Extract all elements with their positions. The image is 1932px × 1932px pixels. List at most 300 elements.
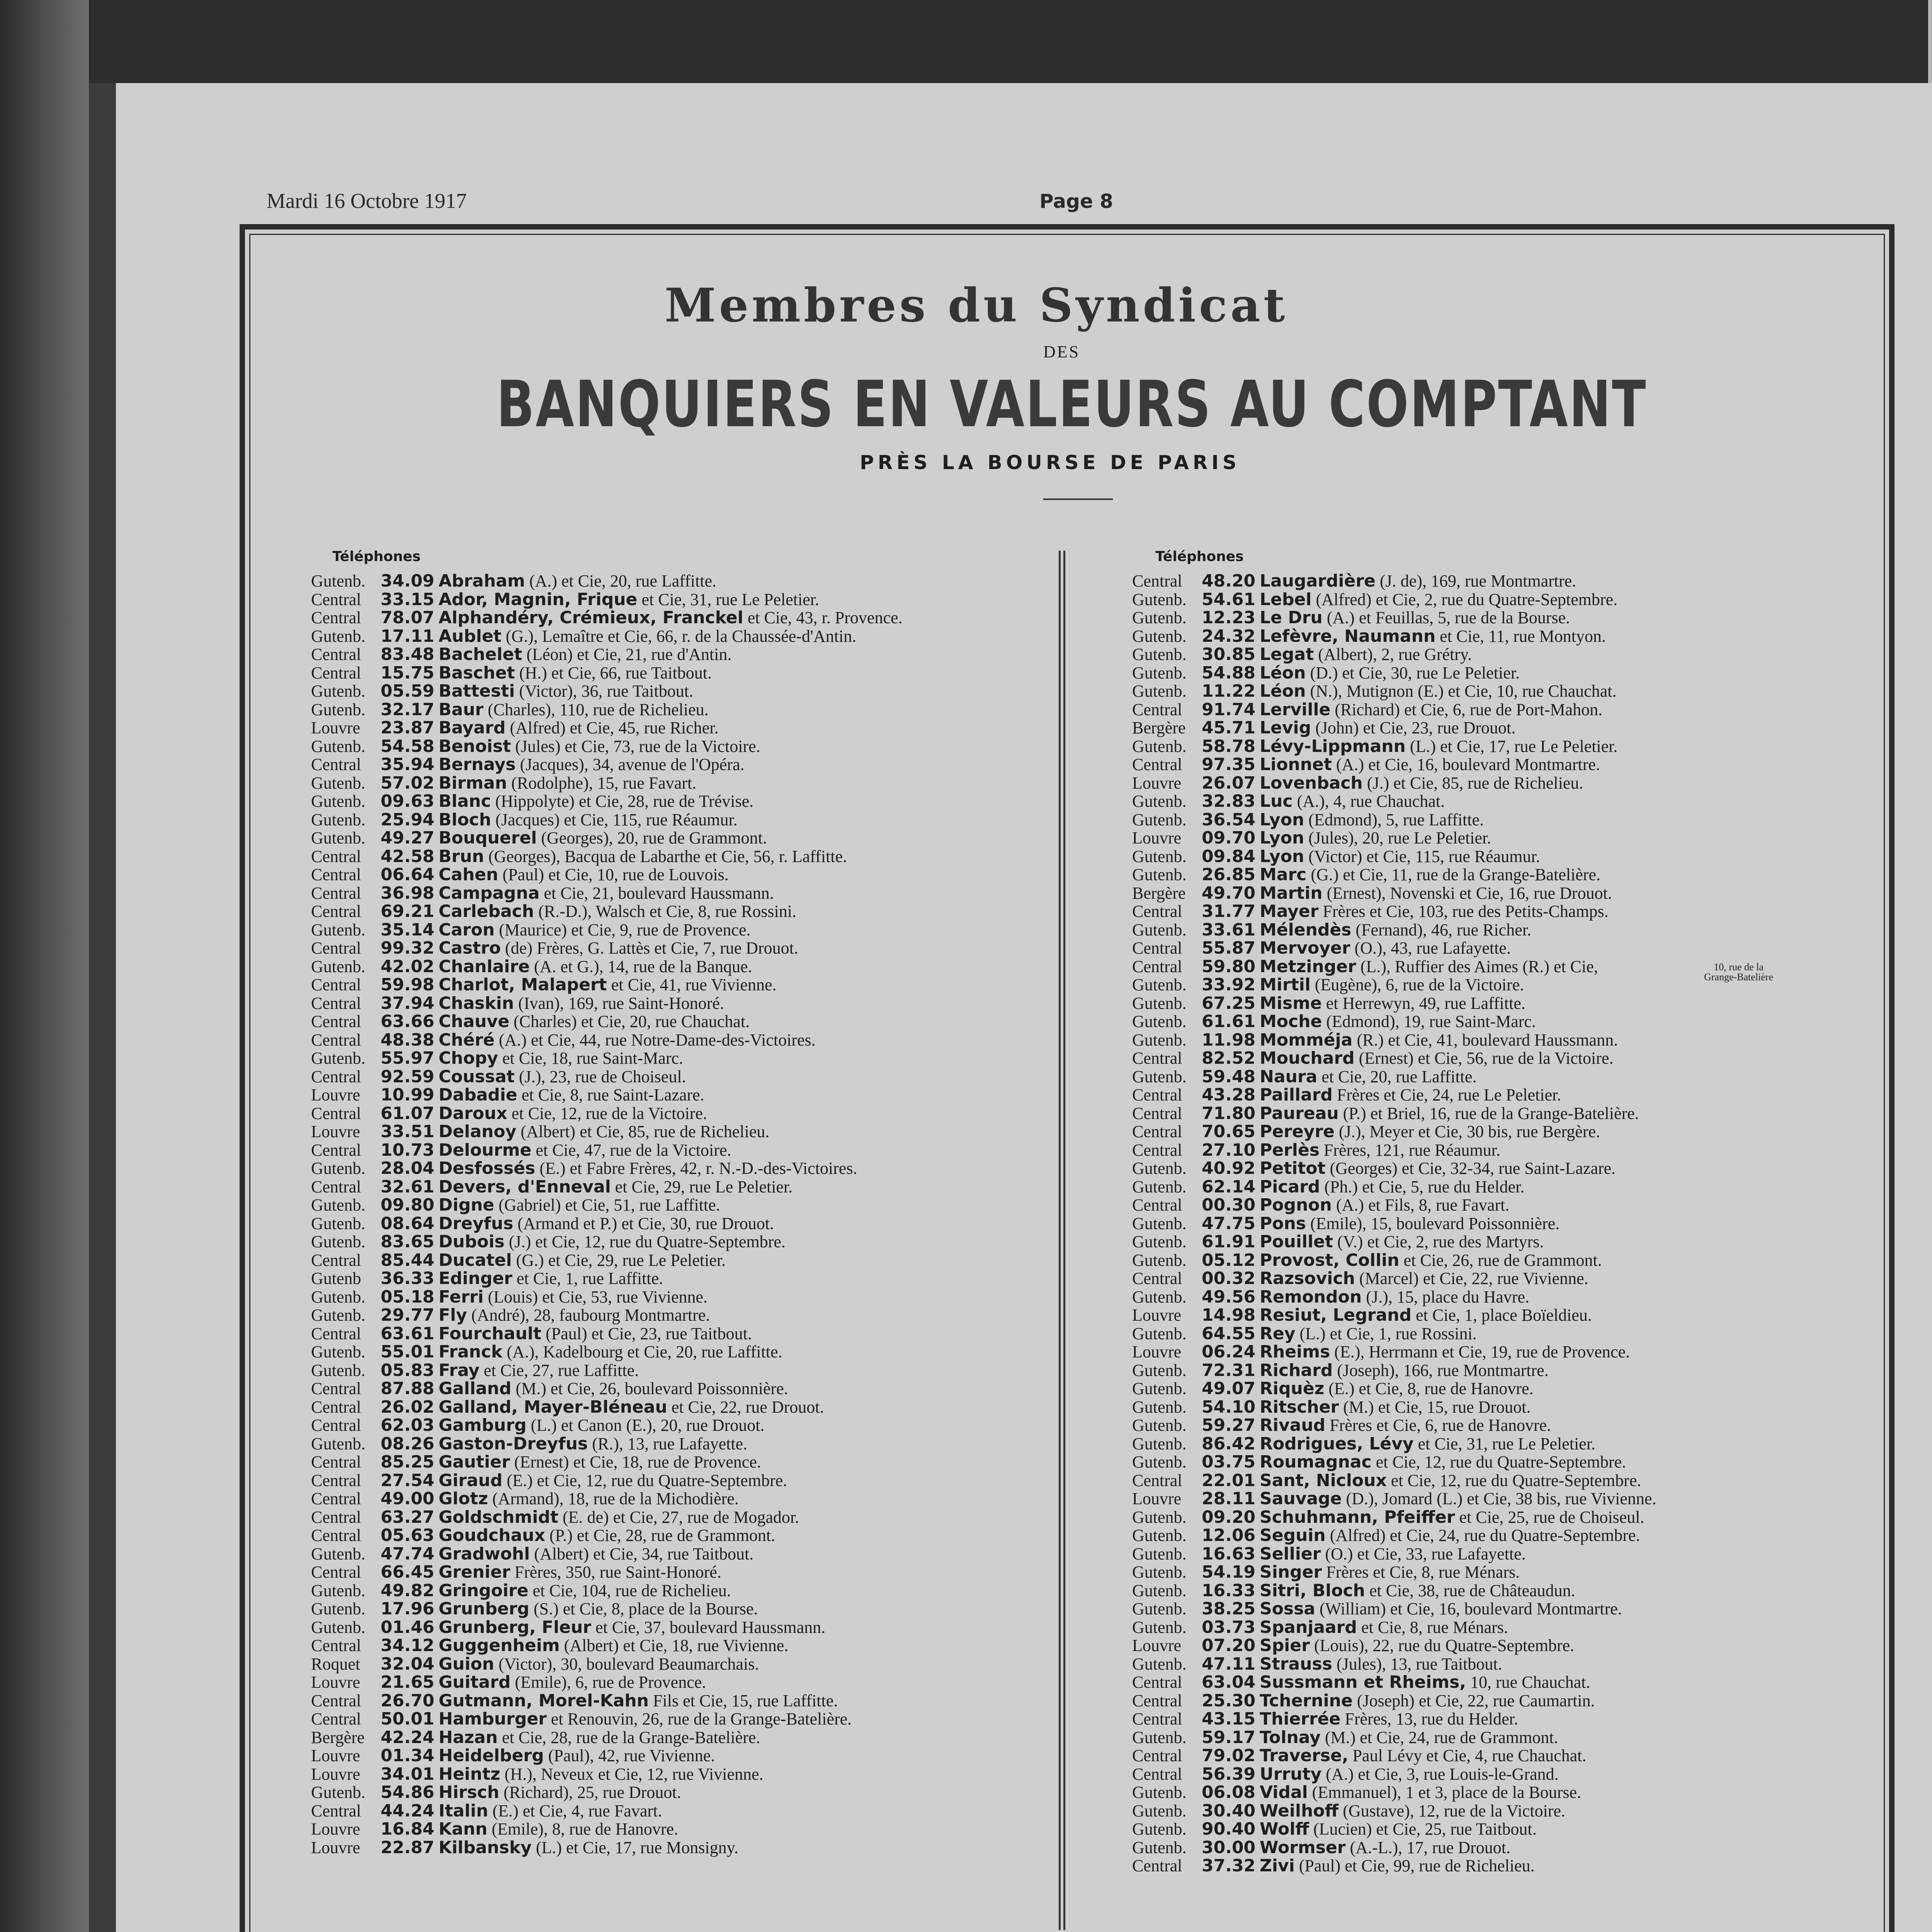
member-address: (Albert), 2, rue Grétry. [1314,645,1472,664]
exchange-name: Gutenb. [311,957,366,976]
member-row [1132,701,1602,719]
exchange-name: Gutenb. [311,1581,366,1600]
exchange-name: Central [311,883,361,903]
exchange-name: Central [311,755,361,774]
member-row [311,884,774,903]
phone-number: 47.75 [1202,1213,1256,1233]
phone-number: 50.01 [381,1709,435,1729]
member-name: Guggenheim [439,1636,560,1655]
member-row [1132,1526,1640,1545]
exchange-name: Central [311,1526,361,1545]
phone-number: 33.61 [1202,920,1256,940]
phone-number: 92.59 [381,1066,435,1087]
member-row [1132,1471,1641,1490]
member-row [311,1141,731,1160]
member-name: Mirtil [1260,975,1311,995]
exchange-name: Gutenb. [1132,993,1187,1013]
member-row [1132,1159,1616,1178]
member-name: Levig [1260,718,1311,738]
phone-number: 00.32 [1202,1269,1256,1288]
member-name: Momméja [1260,1030,1353,1050]
member-name: Gutmann, Morel-Kahn [439,1690,649,1711]
exchange-name: Gutenb. [311,920,366,939]
phone-number: 09.80 [381,1195,435,1215]
phone-number: 09.20 [1202,1507,1256,1527]
member-address: (William) et Cie, 16, boulevard Montmartre. [1315,1599,1622,1618]
member-name: Goldschmidt [439,1507,558,1527]
exchange-name: Central [311,902,361,921]
member-row [1132,939,1511,957]
member-address: (O.), 43, rue Lafayette. [1350,939,1511,957]
phone-number: 49.27 [381,828,435,848]
member-row [311,847,847,866]
member-address: (Armand), 18, rue de la Michodière. [488,1489,739,1508]
exchange-name: Gutenb. [1132,1324,1187,1343]
phone-number: 17.11 [381,626,435,646]
member-address: (Paul), 42, rue Vivienne. [544,1746,715,1765]
member-name: Hazan [439,1727,498,1747]
phone-number: 67.25 [1202,993,1256,1013]
member-address: et Cie, 43, r. Provence. [743,608,903,627]
member-name: Zivi [1260,1856,1295,1876]
member-row [1132,1508,1644,1527]
phone-number: 42.58 [381,846,435,866]
phone-number: 55.01 [381,1342,435,1362]
member-name: Léon [1260,663,1306,683]
member-row [311,1288,707,1306]
member-row [1132,664,1520,682]
member-address: (L.) et Cie, 17, rue Le Peletier. [1405,736,1618,756]
member-row [311,664,712,682]
exchange-name: Gutenb. [1132,1820,1187,1838]
exchange-name: Central [311,645,361,664]
exchange-name: Gutenb. [1132,1599,1187,1618]
member-row [1132,1049,1613,1068]
member-name: Alphandéry, Crémieux, Franckel [439,608,743,628]
phone-number: 09.63 [381,791,435,811]
phone-number: 32.04 [381,1654,435,1674]
phone-number: 63.27 [381,1507,435,1527]
member-address: (E.), Herrmann et Cie, 19, rue de Provence. [1330,1342,1630,1361]
member-address: Frères et Cie, 8, rue Ménars. [1322,1563,1520,1582]
phone-number: 63.04 [1202,1672,1256,1692]
member-name: Baur [439,699,484,719]
phone-number: 14.98 [1202,1305,1256,1325]
exchange-name: Gutenb. [1132,1416,1187,1435]
member-row [1132,682,1616,701]
member-name: Goudchaux [439,1526,545,1545]
member-row [311,1325,752,1343]
member-row [1132,1379,1533,1398]
member-address: (Paul) et Cie, 99, rue de Richelieu. [1294,1856,1535,1875]
member-address: (R.), 13, rue Lafayette. [588,1434,748,1453]
exchange-name: Gutenb. [1132,1177,1187,1196]
member-row [311,1636,788,1655]
member-name: Lebel [1260,589,1312,609]
member-row [311,682,693,701]
phone-number: 43.28 [1202,1085,1256,1105]
member-name: Urruty [1260,1764,1322,1784]
phone-number: 36.98 [381,883,435,903]
phone-number: 33.92 [1202,975,1256,995]
member-row [311,1692,838,1710]
member-name: Ritscher [1260,1397,1339,1417]
exchange-name: Central [1132,1709,1182,1728]
member-row [1132,737,1617,756]
phone-number: 35.14 [381,920,435,940]
member-name: Mélendès [1260,920,1352,940]
phone-number: 59.27 [1202,1415,1256,1435]
member-address: (Emile), 6, rue de Provence. [510,1673,706,1692]
member-row [311,1655,759,1673]
phone-number: 31.77 [1202,901,1256,921]
exchange-name: Gutenb. [311,1599,366,1618]
member-row [311,1545,753,1563]
member-address: (A.), 4, rue Chauchat. [1293,792,1445,811]
member-row [311,1306,710,1325]
member-address: (Richard), 25, rue Drouot. [499,1783,681,1802]
member-row [1132,1600,1622,1618]
phone-number: 01.34 [381,1746,435,1765]
phone-number: 33.15 [381,589,435,609]
member-address: (Alfred) et Cie, 45, rue Richer. [505,718,719,737]
exchange-name: Louvre [1132,773,1182,793]
member-address: (M.) et Cie, 15, rue Drouot. [1339,1397,1531,1417]
exchange-name: Louvre [1132,1342,1182,1361]
exchange-name: Central [311,1104,361,1123]
exchange-name: Gutenb. [311,626,366,646]
phone-number: 90.40 [1202,1819,1256,1839]
member-name: Chauve [439,1012,510,1031]
phone-number: 25.94 [381,810,435,830]
member-address: Frères, 13, rue du Helder. [1340,1709,1518,1728]
exchange-name: Central [1132,1122,1182,1141]
member-row [1132,976,1524,994]
exchange-name: Central [311,939,361,957]
member-row [1132,884,1612,903]
phone-number: 28.04 [381,1158,435,1178]
member-row [311,994,724,1013]
phone-number: 71.80 [1202,1103,1256,1123]
member-address: (J.), 23, rue de Choiseul. [514,1067,686,1086]
member-row [1132,902,1609,921]
member-address: (L.) et Canon (E.), 20, rue Drouot. [526,1416,765,1435]
member-row [311,1178,793,1196]
member-row [311,1214,774,1233]
exchange-name: Central [311,1250,361,1270]
phone-number: 99.32 [381,938,435,958]
member-address: et Cie, 18, rue Saint-Marc. [498,1049,684,1068]
phone-number: 34.12 [381,1636,435,1655]
member-address: (Jules), 13, rue Taitbout. [1332,1654,1502,1673]
member-address: (Jules), 20, rue Le Peletier. [1304,828,1492,847]
member-name: Marc [1260,865,1307,884]
member-row [311,1435,747,1453]
member-name: Campagna [439,883,540,903]
member-address: (Fernand), 46, rue Richer. [1351,920,1531,939]
exchange-name: Gutenb. [311,1544,366,1563]
phone-number: 27.10 [1202,1140,1256,1160]
phone-number: 12.06 [1202,1526,1256,1545]
member-row [311,976,777,994]
member-address: (Marcel) et Cie, 22, rue Vivienne. [1355,1269,1588,1288]
member-address: (Richard) et Cie, 6, rue de Port-Mahon. [1330,700,1603,719]
member-name: Delanoy [439,1122,517,1141]
column-divider [1059,551,1061,1930]
member-address: (Georges), Bacqua de Labarthe et Cie, 56, r. Laffitte. [484,847,847,866]
member-row [311,1453,761,1471]
phone-number: 62.03 [381,1415,435,1435]
member-address: Frères et Cie, 103, rue des Petits-Champs. [1318,902,1609,921]
member-address: (Ivan), 169, rue Saint-Honoré. [514,993,724,1013]
phone-number: 66.45 [381,1562,435,1582]
member-name: Edinger [439,1269,512,1288]
member-address: (A.) et Fils, 8, rue Favart. [1332,1196,1510,1214]
member-row [311,1783,681,1802]
exchange-name: Gutenb. [1132,1452,1187,1471]
exchange-name: Gutenb. [1132,1012,1187,1031]
member-name: Dubois [439,1232,505,1252]
member-name: Sitri, Bloch [1260,1580,1365,1600]
member-row [311,1379,788,1398]
member-name: Heidelberg [439,1746,544,1765]
exchange-name: Gutenb. [311,792,366,811]
phone-number: 56.39 [1202,1764,1256,1784]
member-address: (Louis), 22, rue du Quatre-Septembre. [1310,1636,1575,1655]
exchange-name: Gutenb. [311,1196,366,1214]
exchange-name: Louvre [1132,1489,1182,1508]
member-address: (Victor) et Cie, 115, rue Réaumur. [1304,847,1540,866]
exchange-name: Gutenb. [311,773,366,793]
member-name: Weilhoff [1260,1801,1339,1821]
exchange-name: Gutenb. [311,1342,366,1361]
exchange-name: Central [311,1030,361,1049]
title-bourse: PRÈS LA BOURSE DE PARIS [860,451,1240,474]
member-name: Razsovich [1260,1269,1355,1288]
phone-number: 83.48 [381,645,435,664]
exchange-name: Gutenb. [1132,626,1187,646]
member-name: Misme [1260,993,1322,1013]
member-row [1132,1196,1509,1214]
member-address: (Eugène), 6, rue de la Victoire. [1310,975,1524,994]
member-name: Daroux [439,1103,507,1123]
member-name: Lévy-Lippmann [1260,736,1406,756]
exchange-name: Louvre [1132,828,1182,847]
member-address: (E.) et Fabre Frères, 42, r. N.-D.-des-Victoires. [535,1159,857,1178]
phone-number: 64.55 [1202,1323,1256,1344]
exchange-name: Gutenb. [311,1361,366,1380]
exchange-name: Central [311,1067,361,1086]
member-address: (A.) et Feuillas, 5, rue de la Bourse. [1322,608,1570,627]
exchange-name: Central [1132,755,1182,774]
member-row [311,1361,639,1380]
member-address: et Cie, 12, rue de la Victoire. [507,1104,707,1123]
phone-number: 70.65 [1202,1122,1256,1141]
member-address: et Cie, 12, rue du Quatre-Septembre. [1386,1471,1641,1490]
member-name: Hirsch [439,1782,500,1802]
phone-number: 78.07 [381,608,435,628]
member-name: Lyon [1260,828,1304,848]
phone-number: 05.63 [381,1526,435,1545]
title-membres: Membres du Syndicat [665,278,1288,333]
exchange-name: Central [1132,1269,1182,1288]
phone-number: 49.56 [1202,1287,1256,1307]
column-divider-2 [1063,551,1065,1930]
phone-number: 11.22 [1202,681,1256,701]
member-row [311,645,731,664]
phone-number: 30.85 [1202,645,1256,664]
member-name: Lionnet [1260,755,1332,774]
phone-number: 55.97 [381,1048,435,1068]
member-row [311,1196,720,1214]
phone-number: 61.07 [381,1103,435,1123]
exchange-name: Gutenb. [1132,1030,1187,1049]
member-name: Strauss [1260,1654,1332,1674]
member-address: (E.) et Cie, 8, rue de Hanovre. [1324,1379,1534,1398]
member-name: Devers, d'Enneval [439,1177,611,1197]
member-row [311,1728,760,1747]
member-address: (Jacques), 34, avenue de l'Opéra. [515,755,745,774]
exchange-name: Gutenb. [1132,1067,1187,1086]
exchange-name: Gutenb. [311,1434,366,1453]
exchange-name: Central [311,1636,361,1655]
member-address: (J. de), 169, rue Montmartre. [1375,571,1577,590]
exchange-name: Louvre [1132,1306,1182,1325]
member-address: (P.) et Briel, 16, rue de la Grange-Batelière. [1338,1104,1639,1123]
member-row [1132,1251,1602,1270]
member-row [1132,1783,1581,1802]
exchange-name: Gutenb. [1132,865,1187,884]
member-address: (J.) et Cie, 12, rue du Quatre-Septembre. [504,1232,786,1251]
member-row [1132,792,1445,811]
member-name: Sauvage [1260,1489,1342,1509]
exchange-name: Central [311,1471,361,1490]
phone-number: 05.83 [381,1360,435,1380]
member-row [1132,627,1606,646]
exchange-name: Central [1132,1746,1182,1765]
phone-number: 57.02 [381,773,435,793]
member-name: Naura [1260,1066,1318,1087]
member-row [311,866,729,884]
member-name: Birman [439,773,507,793]
exchange-name: Gutenb. [311,682,366,701]
phone-number: 49.07 [1202,1379,1256,1398]
member-name: Charlot, Malapert [439,975,607,995]
member-name: Brun [439,846,484,866]
exchange-name: Gutenb. [311,1783,366,1802]
member-row [311,1122,769,1141]
member-address: et Cie, 20, rue Laffitte. [1317,1067,1477,1086]
member-address: (E. de) et Cie, 27, rue de Mogador. [558,1507,799,1527]
phone-number: 48.38 [381,1030,435,1050]
phone-number: 10.73 [381,1140,435,1160]
member-row [1132,1857,1534,1875]
member-name: Picard [1260,1177,1320,1197]
member-name: Sant, Nicloux [1260,1470,1387,1490]
exchange-name: Gutenb. [1132,608,1187,627]
phone-number: 63.61 [381,1323,435,1344]
phone-number: 59.48 [1202,1066,1256,1087]
phone-number: 85.25 [381,1452,435,1472]
member-name: Lyon [1260,846,1304,866]
member-name: Grunberg, Fleur [439,1617,592,1637]
member-name: Battesti [439,681,515,701]
member-name: Fly [439,1305,467,1325]
exchange-name: Gutenb. [311,571,366,590]
phone-number: 30.00 [1202,1837,1256,1857]
member-address: (R.-D.), Walsch et Cie, 8, rue Rossini. [534,902,796,921]
exchange-name: Gutenb. [1132,1563,1187,1582]
exchange-name: Gutenb. [1132,1801,1187,1820]
page-date: Mardi 16 Octobre 1917 [267,189,467,213]
phone-number: 47.74 [381,1544,435,1564]
member-name: Lyon [1260,810,1304,830]
member-row [311,701,709,719]
phone-number: 42.24 [381,1727,435,1747]
phone-number: 97.35 [1202,755,1256,774]
member-address: (H.) et Cie, 66, rue Taitbout. [515,663,712,682]
member-row [311,1526,775,1545]
member-name: Lefèvre, Naumann [1260,626,1436,646]
member-row [311,719,718,737]
member-address: (John) et Cie, 23, rue Drouot. [1311,718,1516,737]
phone-number: 05.12 [1202,1250,1256,1270]
member-name: Lovenbach [1260,773,1363,793]
member-name: Benoist [439,736,511,756]
member-address: (V.) et Cie, 2, rue des Martyrs. [1333,1232,1544,1251]
member-row [1132,866,1600,884]
member-name: Abraham [439,571,525,591]
member-name: Gradwohl [439,1544,530,1564]
member-address: (D.), Jomard (L.) et Cie, 38 bis, rue Vivienne. [1342,1489,1656,1508]
member-name: Fray [439,1360,480,1380]
exchange-name: Central [311,1379,361,1398]
phone-number: 91.74 [1202,699,1256,719]
member-row [311,627,856,646]
member-row [311,1710,852,1728]
member-address: (Ernest), Novenski et Cie, 16, rue Drouot. [1322,883,1612,903]
exchange-name: Central [311,1416,361,1435]
exchange-name: Gutenb. [1132,1617,1187,1637]
phone-number: 32.17 [381,699,435,719]
member-name: Ducatel [439,1250,512,1270]
member-name: Gringoire [439,1580,529,1600]
member-address: et Cie, 12, rue du Quatre-Septembre. [1371,1452,1626,1471]
exchange-name: Central [311,993,361,1013]
member-address: et Cie, 29, rue Le Peletier. [611,1177,793,1196]
member-row [1132,1361,1549,1380]
exchange-name: Central [311,1691,361,1710]
member-address: (Ph.) et Cie, 5, rue du Helder. [1320,1177,1525,1196]
phone-number: 22.87 [381,1837,435,1857]
member-name: Spanjaard [1260,1617,1357,1637]
phone-number: 17.96 [381,1599,435,1619]
member-address: (Joseph), 166, rue Montmartre. [1333,1361,1549,1380]
metzinger-address-note [1704,962,1773,982]
exchange-name: Central [311,847,361,866]
member-row [311,792,753,811]
phone-number: 63.66 [381,1012,435,1031]
member-name: Italin [439,1801,488,1821]
member-address: (Charles), 110, rue de Richelieu. [483,700,709,719]
exchange-name: Central [311,975,361,994]
exchange-name: Central [311,1489,361,1508]
title-banquiers: BANQUIERS EN VALEURS AU COMPTANT [497,367,1647,441]
exchange-name: Central [1132,1049,1182,1068]
exchange-name: Central [1132,1140,1182,1160]
member-row [1132,1178,1524,1196]
member-name: Desfossés [439,1158,536,1178]
